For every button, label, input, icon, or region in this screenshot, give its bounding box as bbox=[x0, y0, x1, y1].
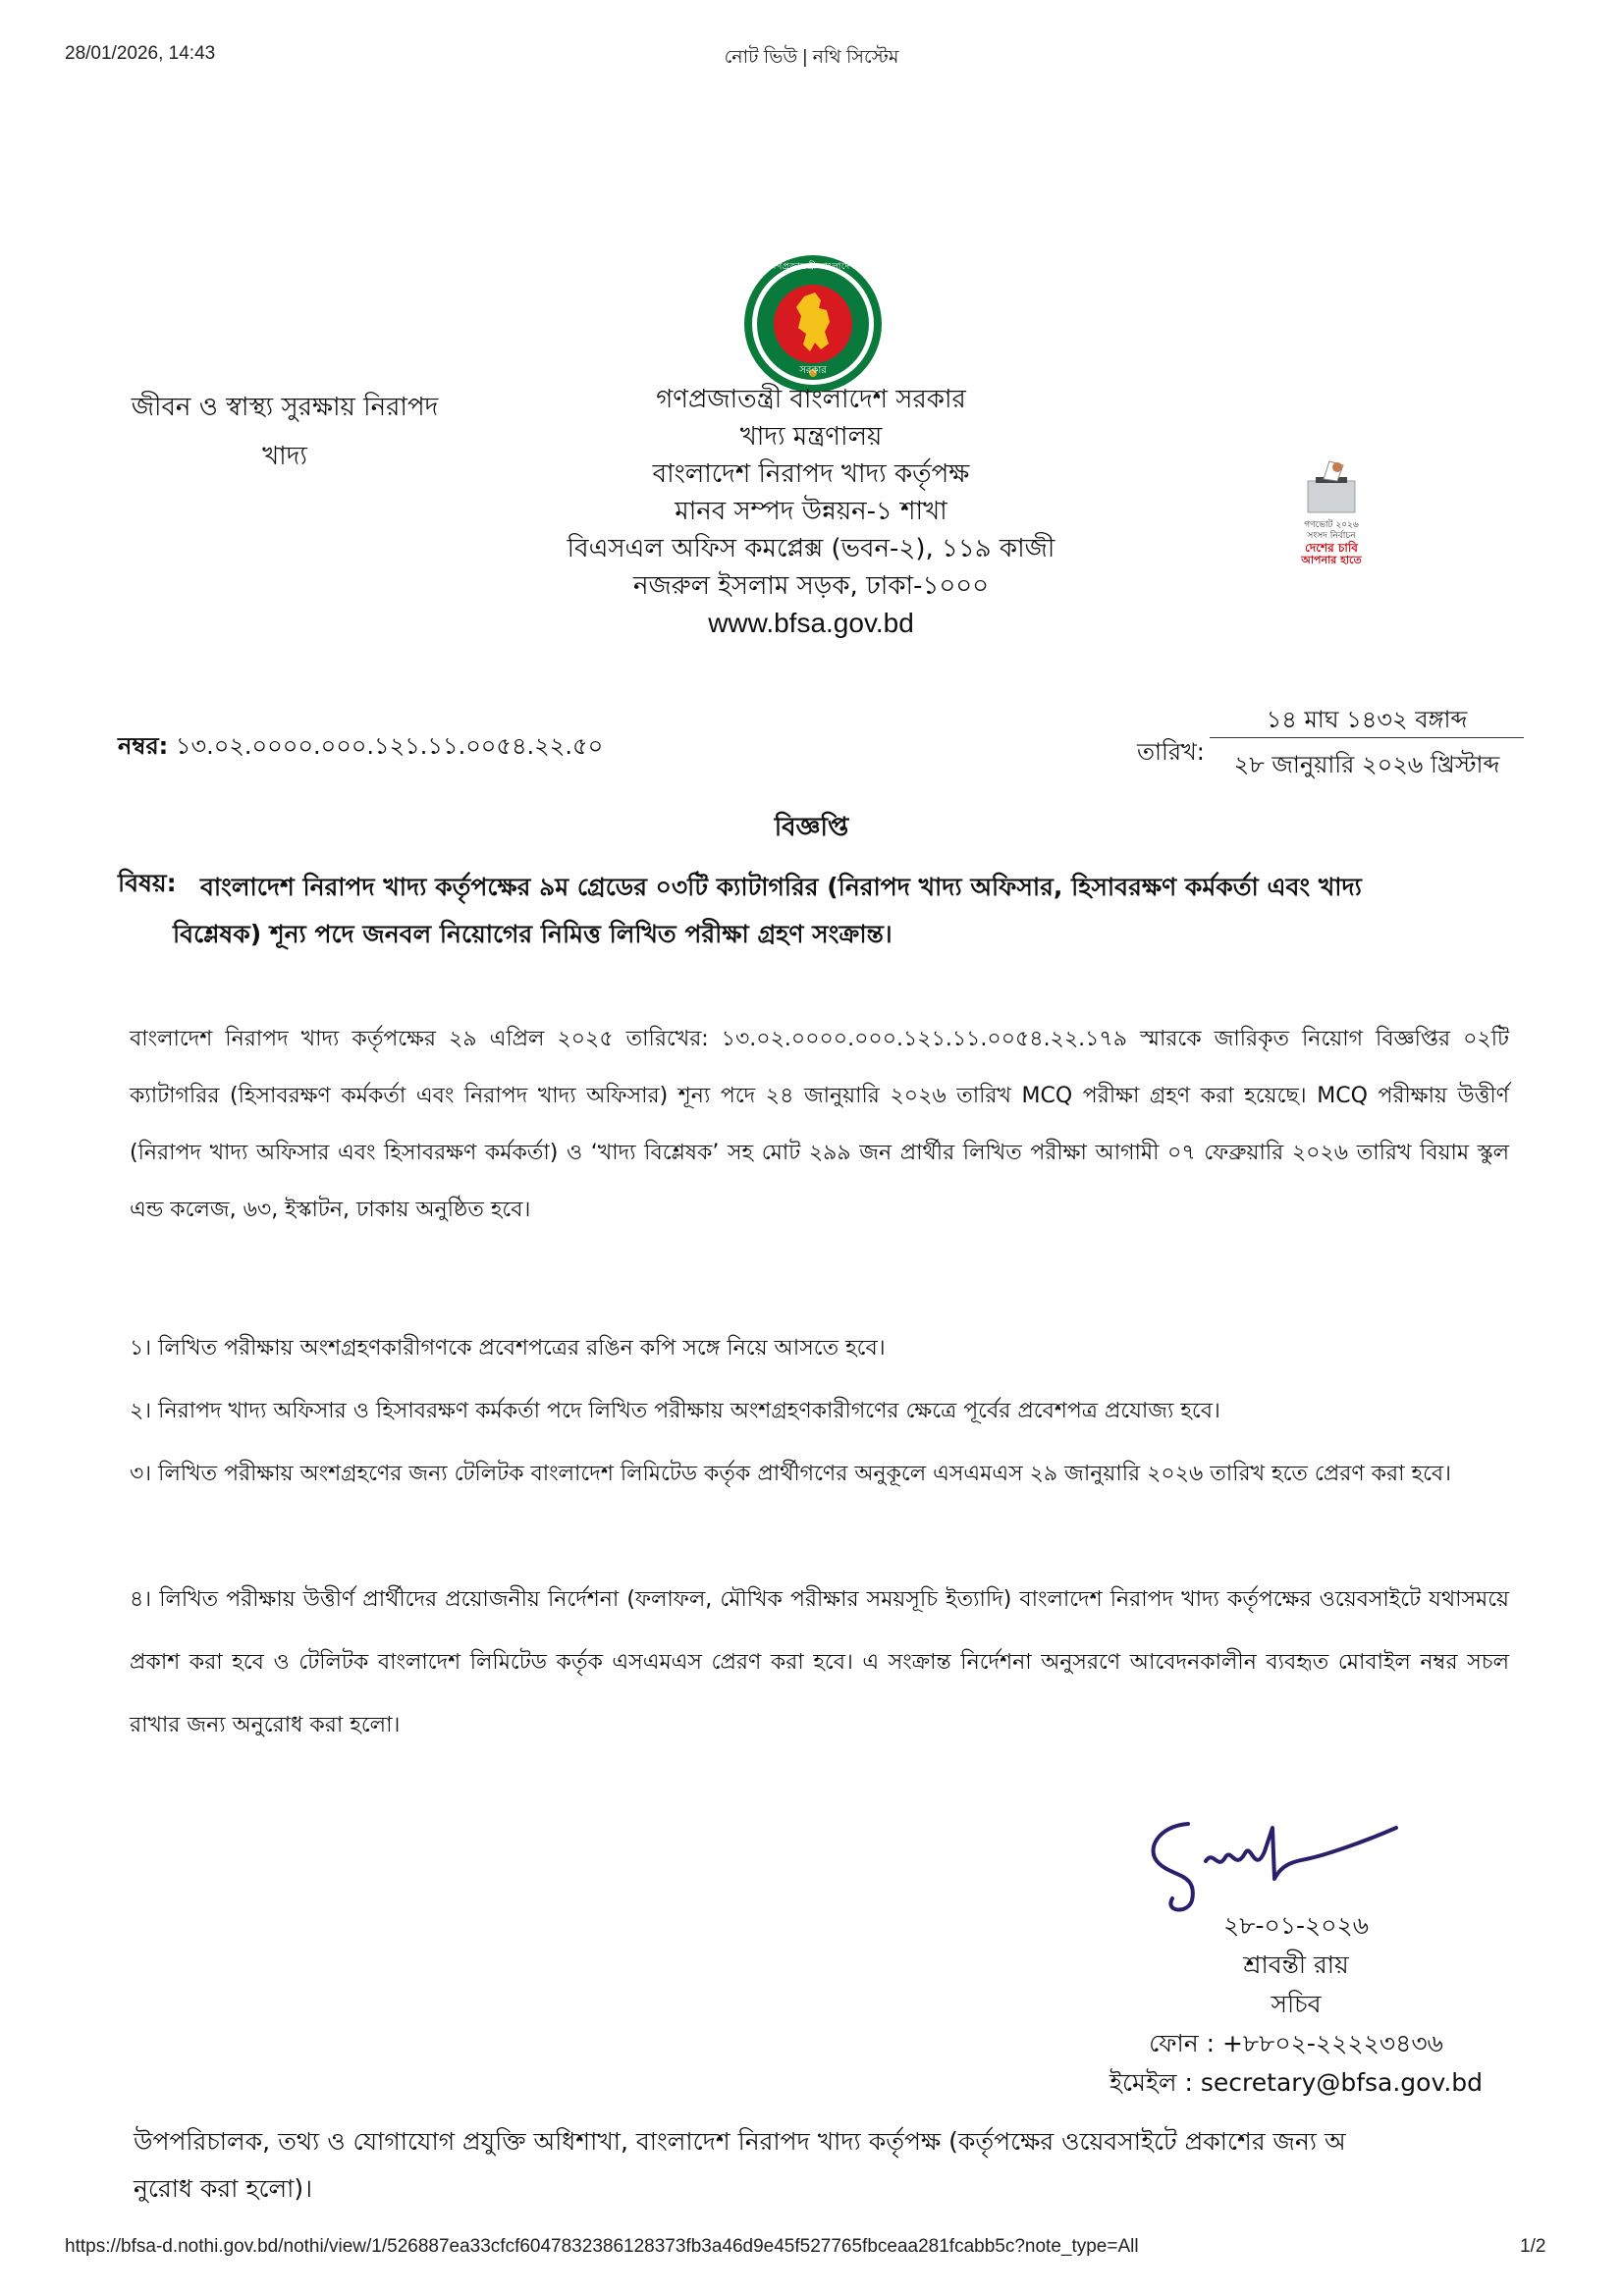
emblem-top-text: গণপ্রজাতন্ত্রী বাংলাদেশ bbox=[770, 262, 856, 272]
org-authority: বাংলাদেশ নিরাপদ খাদ্য কর্তৃপক্ষ bbox=[652, 459, 970, 489]
government-emblem bbox=[742, 253, 884, 395]
copy-to-line-1: উপপরিচালক, তথ্য ও যোগাযোগ প্রযুক্তি অধিশাখা, বাংলাদেশ নিরাপদ খাদ্য কর্তৃপক্ষ (কর্তৃপক্ষের ওয়েবসাইটে প্রকাশের জন্য অ bbox=[134, 2127, 1346, 2156]
notice-item-4: ৪। লিখিত পরীক্ষায় উত্তীর্ণ প্রার্থীদের প্রয়োজনীয় নির্দেশনা (ফলাফল, মৌখিক পরীক্ষার সময়সূচি ইত্যাদি) বাংলাদেশ নিরাপদ খাদ্য কর্তৃপক্ষের ওয়েবসাইটে যথাসময়ে প্রকাশ করা হবে ও টেলিটক বাংলাদেশ লিমিটেড কর্তৃক এসএমএস প্রেরণ করা হবে। এ সংক্রান্ত নির্দেশনা অনুসরণে আবেদনকালীন ব্যবহৃত মোবাইল নম্বর সচল রাখার জন্য অনুরোধ করা হলো। bbox=[130, 1587, 1509, 1737]
slogan-line-2: খাদ্য bbox=[262, 442, 307, 471]
signature-block bbox=[1109, 1906, 1483, 2103]
org-government: গণপ্রজাতন্ত্রী বাংলাদেশ সরকার bbox=[656, 385, 966, 414]
subject-line-2: বিশ্লেষক) শূন্য পদে জনবল নিয়োগের নিমিত্ত লিখিত পরীক্ষা গ্রহণ সংক্রান্ত। bbox=[173, 920, 893, 948]
copy-to-line-2: নুরোধ করা হলো)। bbox=[134, 2174, 313, 2203]
slogan-line-1: জীবন ও স্বাস্থ্য সুরক্ষায় নিরাপদ bbox=[131, 393, 439, 422]
print-page-number: 1/2 bbox=[1520, 2236, 1546, 2257]
slogan bbox=[108, 383, 461, 481]
print-title: নোট ভিউ | নথি সিস্টেম bbox=[724, 47, 899, 68]
reference-label: নম্বর: bbox=[118, 732, 169, 760]
notice-item-1: ১। লিখিত পরীক্ষায় অংশগ্রহণকারীগণকে প্রবেশপত্রের রঙিন কপি সঙ্গে নিয়ে আসতে হবে। bbox=[130, 1336, 886, 1361]
ballot-box-icon bbox=[1294, 457, 1369, 516]
print-url[interactable]: https://bfsa-d.nothi.gov.bd/nothi/view/1/526887ea33cfcf6047832386128373fb3a46d9e45f527765fbceaa281fcabb5c?note_type=All bbox=[65, 2236, 1139, 2257]
date-divider bbox=[1210, 737, 1524, 738]
emblem-bottom-text: সরকার bbox=[799, 365, 827, 376]
date-label: তারিখ: bbox=[1137, 738, 1205, 766]
notice-item-3: ৩। লিখিত পরীক্ষায় অংশগ্রহণের জন্য টেলিটক বাংলাদেশ লিমিটেড কর্তৃক প্রার্থীগণের অনুকূলে এসএমএস ২৯ জানুয়ারি ২০২৬ তারিখ হতে প্রেরণ করা হবে। bbox=[130, 1462, 1452, 1486]
org-address-2: নজরুল ইসলাম সড়ক, ঢাকা-১০০০ bbox=[632, 571, 990, 601]
signature-image bbox=[1129, 1802, 1404, 1920]
subject-line-1: বাংলাদেশ নিরাপদ খাদ্য কর্তৃপক্ষের ৯ম গ্রেডের ০৩টি ক্যাটাগরির (নিরাপদ খাদ্য অফিসার, হিসাবরক্ষণ কর্মকর্তা এবং খাদ্য bbox=[200, 873, 1362, 901]
org-address-1: বিএসএল অফিস কমপ্লেক্স (ভবন-২), ১১৯ কাজী bbox=[567, 534, 1055, 563]
vote-campaign-logo bbox=[1294, 457, 1369, 583]
org-website[interactable]: www.bfsa.gov.bd bbox=[708, 608, 914, 638]
org-header bbox=[467, 381, 1155, 642]
org-ministry: খাদ্য মন্ত্রণালয় bbox=[739, 422, 883, 452]
reference-number bbox=[118, 728, 603, 768]
vote-logo-line-3: দেশের চাবি bbox=[1305, 541, 1358, 555]
print-datetime: 28/01/2026, 14:43 bbox=[65, 43, 216, 64]
notice-title: বিজ্ঞপ্তি bbox=[774, 813, 849, 842]
date-bangla: ১৪ মাঘ ১৪৩২ বঙ্গাব্দ bbox=[1266, 706, 1468, 733]
notice-body: বাংলাদেশ নিরাপদ খাদ্য কর্তৃপক্ষের ২৯ এপ্রিল ২০২৫ তারিখের: ১৩.০২.০০০০.০০০.১২১.১১.০০৫৪.২২.১৭৯ স্মারকে জারিকৃত নিয়োগ বিজ্ঞপ্তির ০২টি ক্যাটাগরির (হিসাবরক্ষণ কর্মকর্তা এবং নিরাপদ খাদ্য অফিসার) শূন্য পদে ২৪ জানুয়ারি ২০২৬ তারিখ MCQ পরীক্ষা গ্রহণ করা হয়েছে। MCQ পরীক্ষায় উত্তীর্ণ (নিরাপদ খাদ্য অফিসার এবং হিসাবরক্ষণ কর্মকর্তা) ও ‘খাদ্য বিশ্লেষক’ সহ মোট ২৯৯ জন প্রার্থীর লিখিত পরীক্ষা আগামী ০৭ ফেব্রুয়ারি ২০২৬ তারিখ বিয়াম স্কুল এন্ড কলেজ, ৬৩, ইস্কাটন, ঢাকায় অনুষ্ঠিত হবে। bbox=[130, 1027, 1509, 1222]
signature-date: ২৮-০১-২০২৬ bbox=[1222, 1911, 1370, 1940]
vote-logo-line-1: গণভোট ২০২৬ bbox=[1304, 520, 1359, 530]
signatory-email[interactable]: ইমেইল : secretary@bfsa.gov.bd bbox=[1109, 2068, 1484, 2097]
vote-logo-line-2: সংসদ নির্বাচন bbox=[1307, 531, 1356, 541]
org-branch: মানব সম্পদ উন্নয়ন-১ শাখা bbox=[675, 497, 947, 526]
reference-value: ১৩.০২.০০০০.০০০.১২১.১১.০০৫৪.২২.৫০ bbox=[175, 732, 604, 760]
signatory-phone: ফোন : +৮৮০২-২২২২৩৪৩৬ bbox=[1149, 2029, 1443, 2057]
subject-label: বিষয়: bbox=[118, 869, 177, 897]
date-english: ২৮ জানুয়ারি ২০২৬ খ্রিস্টাব্দ bbox=[1233, 751, 1500, 778]
copy-to bbox=[134, 2118, 1508, 2213]
notice-item-2: ২। নিরাপদ খাদ্য অফিসার ও হিসাবরক্ষণ কর্মকর্তা পদে লিখিত পরীক্ষায় অংশগ্রহণকারীগণের ক্ষেত্রে পূর্বের প্রবেশপত্র প্রযোজ্য হবে। bbox=[130, 1399, 1220, 1423]
signatory-designation: সচিব bbox=[1271, 1990, 1322, 2018]
signatory-name: শ্রাবন্তী রায় bbox=[1243, 1950, 1349, 1979]
vote-logo-line-4: আপনার হাতে bbox=[1301, 554, 1362, 566]
